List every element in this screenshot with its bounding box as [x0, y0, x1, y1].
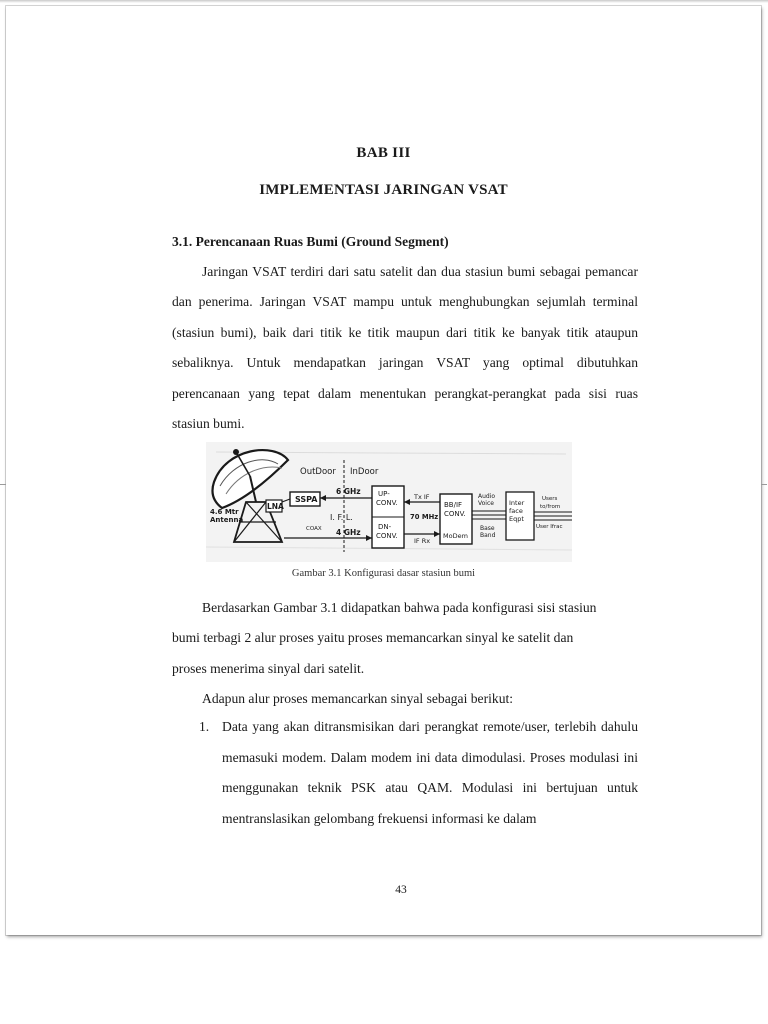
uplink-frequency-label: 6 GHz: [336, 487, 361, 496]
downlink-frequency-label: 4 GHz: [336, 528, 361, 537]
audio-label: Audio: [478, 493, 496, 500]
up-converter-label-2: CONV.: [376, 499, 398, 507]
users-label-1: Users: [542, 496, 558, 502]
figure-earth-station-diagram: [206, 442, 572, 562]
list-item-text: Data yang akan ditransmisikan dari perangkat remote/user, terlebih dahulu memasuki modem. Dalam modem ini data dimodulasi. Proses modulasi ini menggunakan teknik PSK atau QAM. Modulasi ini bertujuan untuk mentranslasikan gelombang frekuensi informasi ke dalam: [222, 719, 638, 826]
ifl-label: I. F. L.: [330, 513, 353, 522]
document-page: [6, 6, 761, 935]
chapter-title: IMPLEMENTASI JARINGAN VSAT: [259, 182, 508, 198]
paragraph-list-intro: Adapun alur proses memancarkan sinyal sebagai berikut:: [202, 691, 514, 706]
paragraph-intro: Jaringan VSAT terdiri dari satu satelit dan dua stasiun bumi sebagai pemancar dan penerima. Jaringan VSAT mampu untuk menghubungkan sejumlah terminal (stasiun bumi), baik dari titik ke titik maupun dari titik ke banyak titik ataupun sebaliknya. Untuk mendapatkan jaringan VSAT yang optimal dibutuhkan perencanaan yang tepat dalam menentukan perangkat-perangkat pada sisi ruas stasiun bumi.: [172, 264, 638, 432]
down-converter-label-2: CONV.: [376, 532, 398, 540]
list-item-number: 1.: [199, 719, 210, 734]
list-item: [199, 712, 638, 834]
viewer-top-edge: [0, 0, 768, 3]
interface-label-3: Eqpt: [509, 515, 524, 523]
paragraph-analysis: Berdasarkan Gambar 3.1 didapatkan bahwa pada konfigurasi sisi stasiun bumi terbagi 2 alur proses yaitu proses memancarkan sinyal ke satelit dan proses menerima sinyal dari satelit.: [172, 600, 597, 676]
interface-label-1: Inter: [509, 499, 525, 507]
baseband-label-2: Band: [480, 532, 496, 539]
rx-if-label: IF Rx: [414, 537, 431, 545]
interface-label-2: face: [509, 507, 523, 515]
up-converter-label-1: UP-: [378, 490, 390, 498]
voice-label: Voice: [478, 500, 494, 507]
earth-station-diagram: [206, 442, 572, 562]
antenna-label: Antenna: [210, 516, 244, 524]
modem-label: MoDem: [443, 532, 468, 540]
figure-caption: Gambar 3.1 Konfigurasi dasar stasiun bumi: [291, 568, 476, 579]
indoor-label: InDoor: [350, 467, 379, 477]
users-label-3: User Ifrac: [536, 524, 563, 530]
bbif-label-1: BB/IF: [444, 501, 463, 509]
page-edge-mark-right: [761, 484, 767, 485]
section-heading: 3.1. Perencanaan Ruas Bumi (Ground Segment): [172, 234, 449, 249]
if-frequency-label: 70 MHz: [410, 513, 439, 521]
bbif-label-2: CONV.: [444, 510, 466, 518]
coax-label: COAX: [306, 526, 322, 532]
page-edge-mark-left: [0, 484, 6, 485]
sspa-label: SSPA: [295, 495, 318, 504]
page-number: 43: [395, 884, 407, 896]
lna-label: LNA: [267, 502, 284, 511]
chapter-number: BAB III: [356, 145, 411, 161]
tx-if-label: Tx IF: [414, 493, 430, 501]
antenna-size-label: 4.6 Mtr: [210, 508, 239, 516]
outdoor-label: OutDoor: [300, 467, 336, 477]
baseband-label-1: Base: [480, 525, 495, 532]
down-converter-label-1: DN-: [378, 523, 392, 531]
users-label-2: to/from: [540, 504, 561, 510]
